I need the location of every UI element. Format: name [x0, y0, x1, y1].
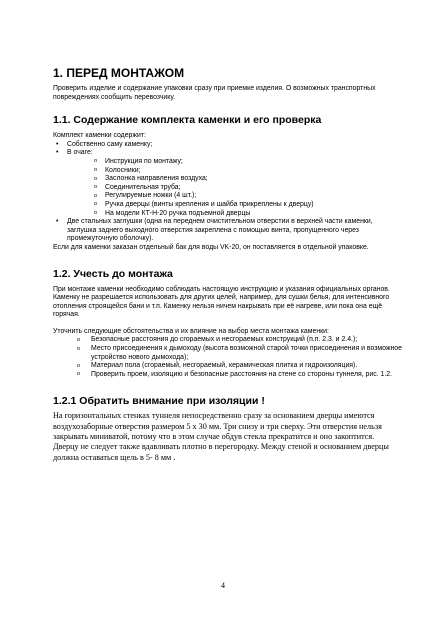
- section-title: 1. ПЕРЕД МОНТАЖОМ: [53, 66, 185, 80]
- document-page: [53, 66, 403, 463]
- list-item: o Материал пола (сгораемый, несгораемый, керамическая плитка и гидроизоляция).: [53, 362, 403, 371]
- list-item: o Колосники;: [67, 167, 403, 176]
- kit-list: [53, 141, 403, 244]
- list-item: o Регулируемые ножки (4 шт.);: [67, 192, 403, 201]
- kit-tail: Если для каменки заказан отдельный бак для воды VK-20, он поставляется в отдельной упаковке.: [53, 243, 369, 251]
- list-item: o Инструкция по монтажу;: [67, 158, 403, 167]
- intro-text: Проверить изделие и содержание упаковки сразу при приемке изделия. О возможных транспортных повреждениях сообщить перевозчику.: [53, 85, 376, 101]
- section-1-2-heading: 1.2. Учесть до монтажа: [53, 267, 173, 280]
- list-item-label: В очаге:: [67, 149, 93, 157]
- kit-lead: Комплект каменки содержит:: [53, 132, 146, 140]
- list-item: • Две стальных заглушки (одна на переднем очистительном отверстии в верхней части каменки, заглушка заднего выходного отверстия закреплена с помощью винта, пропущенного через промежуточную оболочку).: [53, 218, 403, 244]
- check-list: [53, 336, 403, 379]
- list-item: o На модели КТ-Н-20 ручка подъемной дверцы: [67, 210, 403, 219]
- list-item: o Соединительная труба;: [67, 184, 403, 193]
- section-1-1-heading: 1.1. Содержание комплекта каменки и его проверка: [53, 114, 322, 127]
- list-item: o Проверить проем, изоляцию и безопасные расстояния на стене со стороны туннеля, рис. 1.2.: [53, 371, 403, 380]
- list-item: o Место присоединения к дымоходу (высота возможной старой точки присоединения и возможное устройство нового дымохода);: [53, 345, 403, 362]
- check-lead: Уточнить следующие обстоятельства и их влияние на выбор места монтажа каменки:: [53, 327, 329, 335]
- list-item: o Безопасные расстояния до сгораемых и несгораемых конструкций (п.п. 2.3. и 2.4.);: [53, 336, 403, 345]
- list-item: [53, 149, 403, 218]
- list-item: o Заслонка направления воздуха;: [67, 175, 403, 184]
- insulation-paragraph: На горизонтальных стенках туннеля непосредственно сразу за основанием дверцы имеются воздухозаборные отверстия размером 5 x 30 мм. Три снизу и три сверху. Эти отверстия нельзя закрывать миниватой, потому что в этом случае обдув стекла прекратится и оно закоптится.: [53, 411, 382, 442]
- page-number: 4: [221, 581, 225, 590]
- door-paragraph: Дверцу не следует также вдавливать плотно в перегородку. Между стеной и основанием дверцы должна оставаться щель в 5- 8 мм .: [53, 442, 389, 462]
- firebox-contents-list: [67, 158, 403, 218]
- insulation-text: [53, 411, 403, 462]
- section-1-2-1-heading: 1.2.1 Обратить внимание при изоляции !: [53, 395, 265, 408]
- list-item: o Ручка дверцы (винты крепления и шайба прикреплены к дверцу): [67, 201, 403, 210]
- install-paragraph: При монтаже каменки необходимо соблюдать настоящую инструкцию и указания официальных органов. Каменку не разрешается использовать для других целей, например, для сушки белья, для интенсивного отопления строящейся бани и т.п. Каменку нельзя ничем накрывать при её нагреве, или пока она ещё горячая.: [53, 285, 390, 319]
- list-item: • Собственно саму каменку;: [53, 141, 403, 150]
